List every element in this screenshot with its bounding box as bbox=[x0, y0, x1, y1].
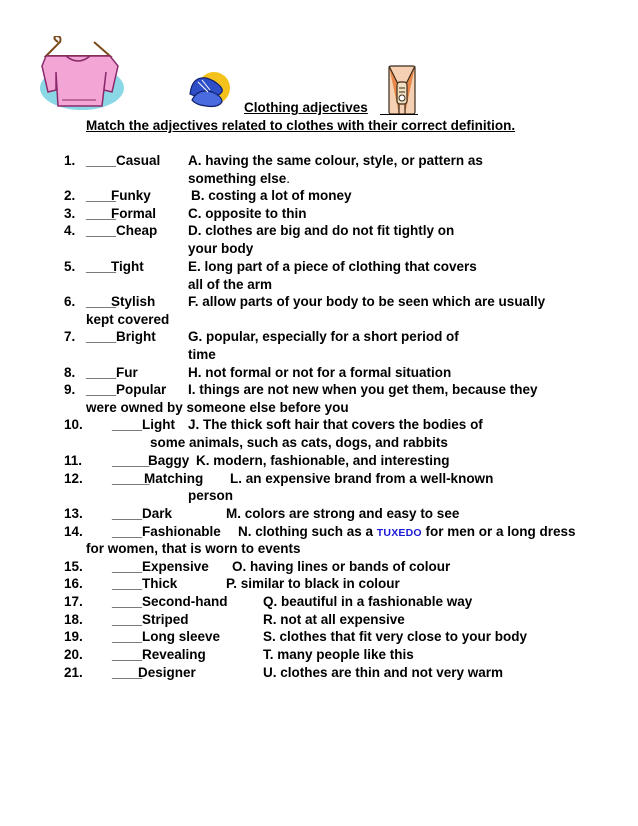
definition-o: O. having lines or bands of colour bbox=[232, 559, 451, 574]
definition-n-cont: for women, that is worn to events bbox=[86, 541, 301, 556]
item-word: Cheap bbox=[116, 223, 158, 238]
definition-l: L. an expensive brand from a well-known bbox=[230, 471, 494, 486]
answer-blank[interactable]: ____ bbox=[86, 153, 117, 168]
definition-a-period: . bbox=[286, 171, 291, 186]
definition-m: M. colors are strong and easy to see bbox=[226, 506, 460, 521]
answer-blank[interactable]: ____ bbox=[112, 629, 143, 644]
item-number: 4. bbox=[64, 223, 76, 238]
answer-blank[interactable]: ____ bbox=[86, 329, 117, 344]
answer-blank[interactable]: ____ bbox=[112, 665, 143, 680]
definition-e-cont: all of the arm bbox=[188, 277, 273, 292]
item-number: 2. bbox=[64, 188, 76, 203]
definition-l-cont: person bbox=[188, 488, 234, 503]
definition-f: F. allow parts of your body to be seen which are usually bbox=[188, 294, 546, 309]
item-number: 7. bbox=[64, 329, 76, 344]
answer-blank[interactable]: ____ bbox=[86, 206, 117, 221]
definition-n-text-end: for men or a long dress bbox=[425, 524, 576, 539]
instruction: Match the adjectives related to clothes with their correct definition. bbox=[86, 118, 516, 133]
definition-t: T. many people like this bbox=[263, 647, 414, 662]
definition-a-cont bbox=[188, 170, 290, 187]
definition-d: D. clothes are big and do not fit tightly on bbox=[188, 223, 455, 238]
answer-blank[interactable]: ____ bbox=[86, 223, 117, 238]
answer-blank[interactable]: ____ bbox=[112, 417, 143, 432]
item-number: 21. bbox=[64, 665, 83, 680]
item-number: 8. bbox=[64, 365, 76, 380]
item-word: Casual bbox=[116, 153, 161, 168]
page-title: Clothing adjectives bbox=[244, 100, 368, 115]
answer-blank[interactable]: _____ bbox=[112, 471, 150, 486]
answer-blank[interactable]: ____ bbox=[112, 612, 143, 627]
item-word: Revealing bbox=[142, 647, 206, 662]
definition-e: E. long part of a piece of clothing that covers bbox=[188, 259, 477, 274]
answer-blank[interactable]: ____ bbox=[86, 382, 117, 397]
item-number: 15. bbox=[64, 559, 83, 574]
item-word: Dark bbox=[142, 506, 173, 521]
title-underline-extension bbox=[380, 99, 418, 115]
item-word: Second-hand bbox=[142, 594, 228, 609]
item-word: Fashionable bbox=[142, 524, 221, 539]
shoes-clipart bbox=[186, 68, 232, 110]
item-number: 11. bbox=[64, 453, 83, 468]
item-number: 5. bbox=[64, 259, 76, 274]
item-number: 12. bbox=[64, 471, 83, 486]
item-word: Striped bbox=[142, 612, 189, 627]
answer-blank[interactable]: _____ bbox=[112, 453, 150, 468]
definition-j: J. The thick soft hair that covers the bodies of bbox=[188, 417, 483, 432]
item-number: 9. bbox=[64, 382, 76, 397]
definition-g: G. popular, especially for a short period of bbox=[188, 329, 459, 344]
definition-j-cont: some animals, such as cats, dogs, and rabbits bbox=[150, 435, 448, 450]
definition-u: U. clothes are thin and not very warm bbox=[263, 665, 504, 680]
item-number: 14. bbox=[64, 524, 83, 539]
definition-a-text: something else bbox=[188, 171, 287, 186]
definition-h: H. not formal or not for a formal situation bbox=[188, 365, 452, 380]
sweater-hanger-clipart bbox=[32, 36, 128, 114]
answer-blank[interactable]: ____ bbox=[86, 365, 117, 380]
item-number: 16. bbox=[64, 576, 83, 591]
answer-blank[interactable]: ____ bbox=[112, 559, 143, 574]
item-word: Tight bbox=[111, 259, 144, 274]
answer-blank[interactable]: ____ bbox=[112, 524, 143, 539]
item-word: Formal bbox=[111, 206, 157, 221]
definition-c: C. opposite to thin bbox=[188, 206, 307, 221]
definition-a: A. having the same colour, style, or pattern as bbox=[188, 153, 483, 168]
answer-blank[interactable]: ____ bbox=[112, 576, 143, 591]
item-word: Long sleeve bbox=[142, 629, 221, 644]
item-word: Bright bbox=[116, 329, 156, 344]
definition-i-cont: were owned by someone else before you bbox=[86, 400, 349, 415]
definition-b: B. costing a lot of money bbox=[191, 188, 352, 203]
definition-d-cont: your body bbox=[188, 241, 254, 256]
item-number: 20. bbox=[64, 647, 83, 662]
answer-blank[interactable]: ____ bbox=[86, 294, 117, 309]
answer-blank[interactable]: ____ bbox=[86, 188, 117, 203]
item-word: Light bbox=[142, 417, 175, 432]
item-word: Funky bbox=[111, 188, 151, 203]
definition-s: S. clothes that fit very close to your body bbox=[263, 629, 528, 644]
item-number: 18. bbox=[64, 612, 83, 627]
answer-blank[interactable]: ____ bbox=[112, 594, 143, 609]
definition-q: Q. beautiful in a fashionable way bbox=[263, 594, 473, 609]
answer-blank[interactable]: ____ bbox=[112, 647, 143, 662]
answer-blank[interactable]: ____ bbox=[112, 506, 143, 521]
item-word: Popular bbox=[116, 382, 167, 397]
definition-k: K. modern, fashionable, and interesting bbox=[196, 453, 450, 468]
item-number: 17. bbox=[64, 594, 83, 609]
item-word: Baggy bbox=[148, 453, 190, 468]
definition-n-text: N. clothing such as a bbox=[238, 524, 374, 539]
answer-blank[interactable]: ____ bbox=[86, 259, 117, 274]
item-number: 1. bbox=[64, 153, 76, 168]
item-number: 10. bbox=[64, 417, 83, 432]
item-number: 3. bbox=[64, 206, 76, 221]
item-word: Thick bbox=[142, 576, 178, 591]
tuxedo-word: TUXEDO bbox=[376, 527, 422, 539]
item-word: Matching bbox=[144, 471, 204, 486]
item-number: 6. bbox=[64, 294, 76, 309]
definition-r: R. not at all expensive bbox=[263, 612, 405, 627]
item-number: 13. bbox=[64, 506, 83, 521]
item-word: Expensive bbox=[142, 559, 209, 574]
item-number: 19. bbox=[64, 629, 83, 644]
item-word: Fur bbox=[116, 365, 138, 380]
definition-f-cont: kept covered bbox=[86, 312, 170, 327]
definition-p: P. similar to black in colour bbox=[226, 576, 400, 591]
definition-g-cont: time bbox=[188, 347, 216, 362]
item-word: Designer bbox=[138, 665, 196, 680]
item-word: Stylish bbox=[111, 294, 156, 309]
definition-i: I. things are not new when you get them, because they bbox=[188, 382, 538, 397]
